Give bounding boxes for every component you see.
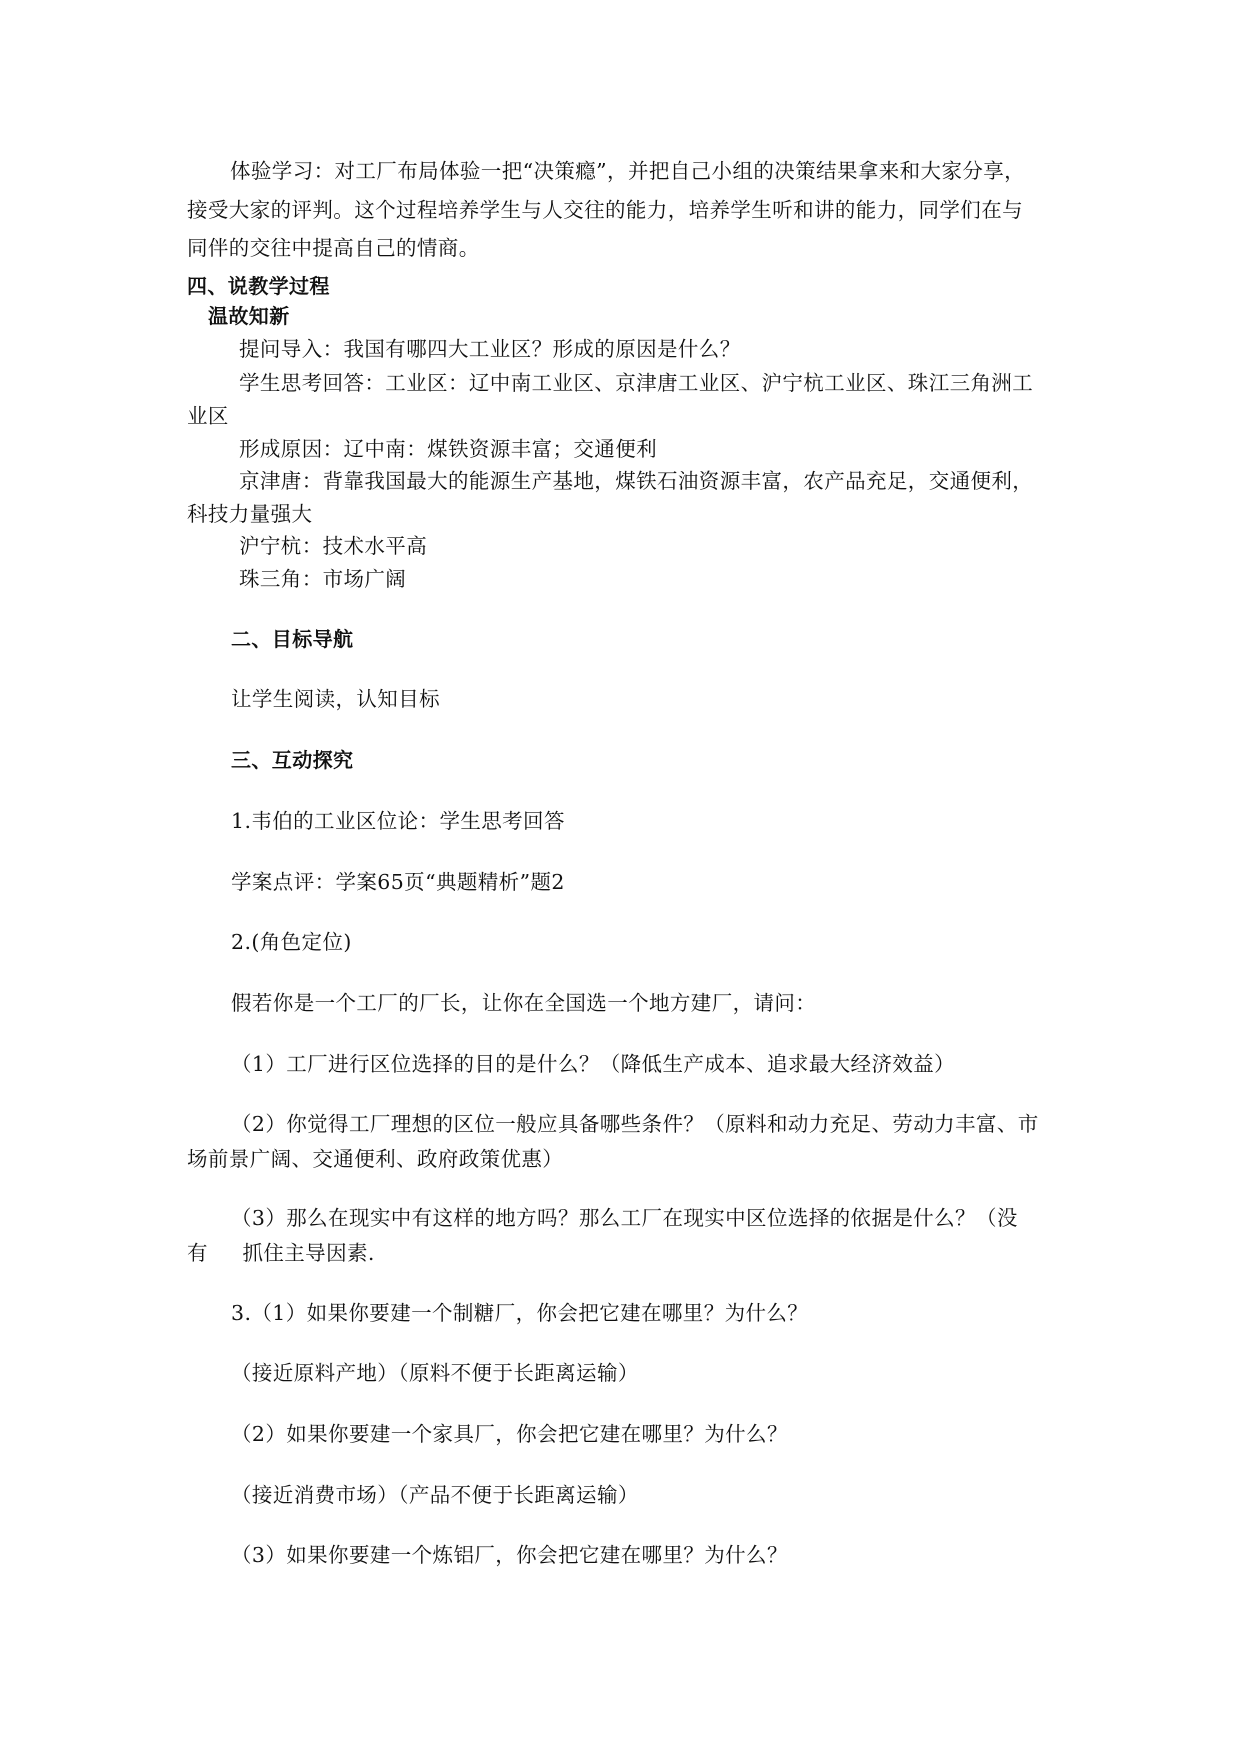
reason-liaozhongnan: 形成原因：辽中南：煤铁资源丰富；交通便利 (239, 437, 657, 461)
intro-line-3: 同伴的交往中提高自己的情商。 (187, 236, 480, 260)
item-2-scenario: 假若你是一个工厂的厂长，让你在全国选一个地方建厂，请问： (231, 991, 817, 1015)
item-2-question-3-line-1: （3）那么在现实中有这样的地方吗？那么工厂在现实中区位选择的依据是什么？（没 (231, 1206, 1018, 1230)
item-3-answer-2: （接近消费市场）（产品不便于长距离运输） (231, 1483, 639, 1507)
intro-line-1: 体验学习：对工厂布局体验一把“决策瘾”，并把自己小组的决策结果拿来和大家分享， (230, 159, 1026, 183)
item-3-answer-1: （接近原料产地）（原料不便于长距离运输） (231, 1361, 639, 1385)
item-2-role: 2.(角色定位) (231, 930, 352, 954)
section-title-interactive: 三、互动探究 (231, 748, 354, 772)
item-2-question-2-line-1: （2）你觉得工厂理想的区位一般应具备哪些条件？（原料和动力充足、劳动力丰富、市 (231, 1112, 1039, 1136)
subsection-title-review: 温故知新 (208, 304, 290, 328)
item-3-question-2: （2）如果你要建一个家具厂，你会把它建在哪里？为什么？ (231, 1422, 788, 1446)
item-2-question-2-line-2: 场前景广阔、交通便利、政府政策优惠） (187, 1147, 564, 1171)
section-title-teaching-process: 四、说教学过程 (187, 274, 330, 298)
reason-huninghang: 沪宁杭：技术水平高 (239, 534, 428, 558)
item-2-question-3-line-2: 有 抓住主导因素. (187, 1241, 375, 1265)
answer-line-2: 业区 (187, 404, 229, 428)
item-1-weber: 1.韦伯的工业区位论：学生思考回答 (231, 809, 565, 833)
answer-line-1: 学生思考回答：工业区：辽中南工业区、京津唐工业区、沪宁杭工业区、珠江三角洲工 (239, 371, 1034, 395)
item-3-question-3: （3）如果你要建一个炼铝厂，你会把它建在哪里？为什么？ (231, 1543, 788, 1567)
intro-line-2: 接受大家的评判。这个过程培养学生与人交往的能力，培养学生听和讲的能力，同学们在与 (187, 198, 1023, 222)
item-1-review: 学案点评：学案65页“典题精析”题2 (231, 870, 565, 894)
question-intro: 提问导入：我国有哪四大工业区？形成的原因是什么？ (239, 337, 741, 361)
reason-zhusanjiao: 珠三角：市场广阔 (239, 567, 407, 591)
reason-jingjintang-line-2: 科技力量强大 (187, 502, 313, 526)
section-title-goals: 二、目标导航 (231, 627, 354, 651)
goals-text: 让学生阅读，认知目标 (231, 687, 440, 711)
reason-jingjintang-line-1: 京津唐：背靠我国最大的能源生产基地，煤铁石油资源丰富，农产品充足，交通便利， (239, 469, 1034, 493)
item-3-question-1: 3.（1）如果你要建一个制糖厂，你会把它建在哪里？为什么？ (231, 1301, 809, 1325)
item-2-question-1: （1）工厂进行区位选择的目的是什么？（降低生产成本、追求最大经济效益） (231, 1052, 956, 1076)
